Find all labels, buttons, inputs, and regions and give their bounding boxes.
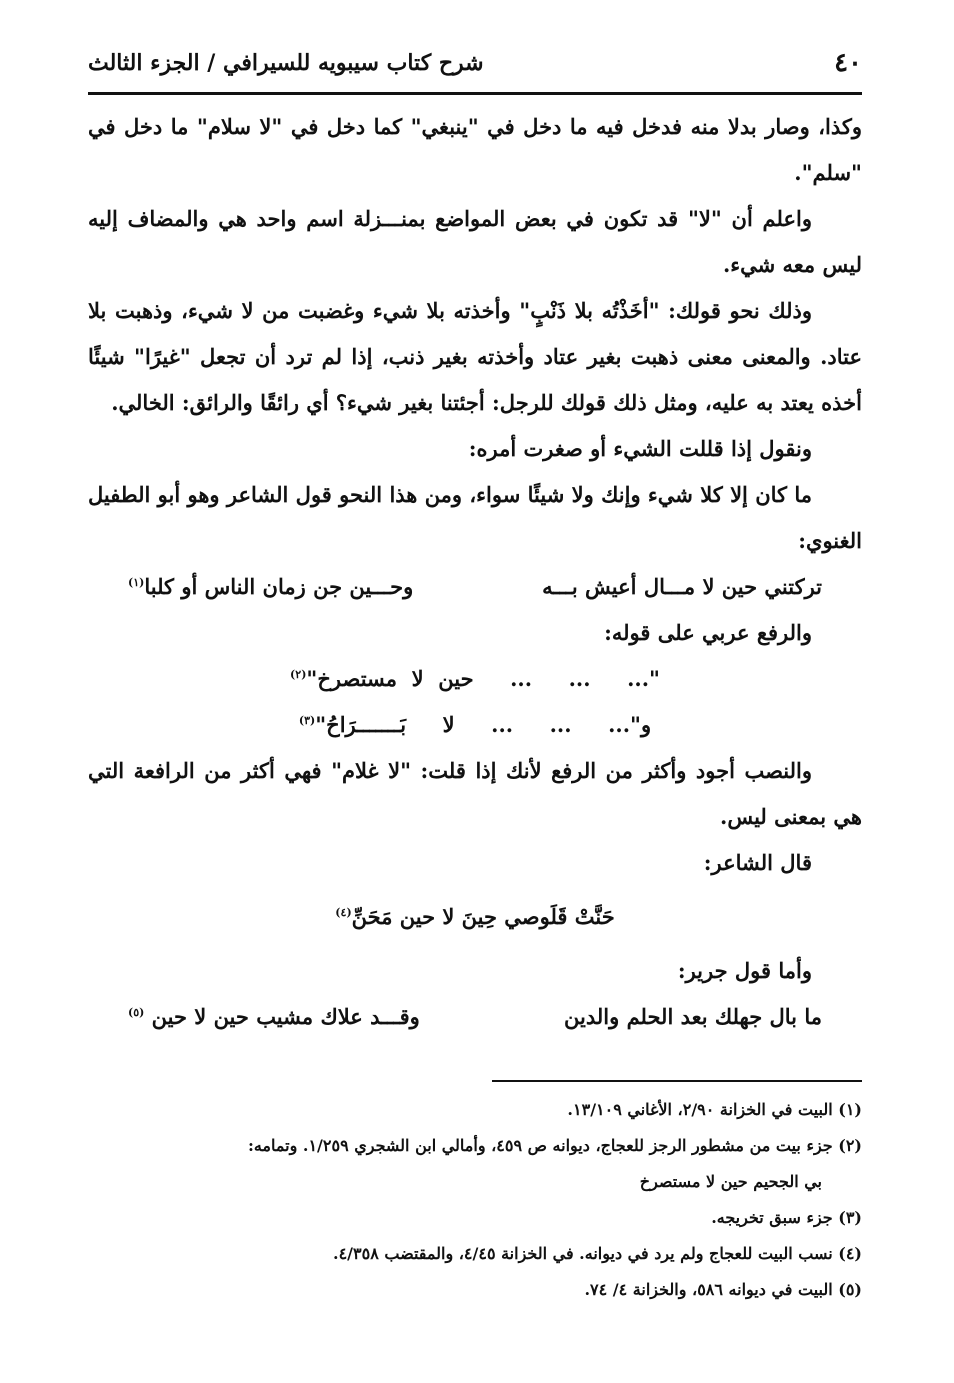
footnote-ref-2: (٢) — [290, 668, 307, 681]
verse-3-second-hemistich — [128, 994, 420, 1040]
paragraph-8: قال الشاعر: — [703, 850, 812, 875]
paragraph-2: واعلم أن "لا" قد تكون في بعض المواضع بمنـــزلة اسم واحد هي والمضاف إليه ليس معه شيء. — [88, 206, 862, 277]
page-number: ٤٠ — [834, 48, 862, 78]
page-header — [88, 44, 862, 95]
paragraph-1: وكذا، وصار بدلا منه فدخل فيه ما دخل في "ينبغي" كما دخل في "لا سلام" ما دخل في "سلم". — [88, 114, 862, 185]
footnote-ref-1: (١) — [128, 576, 145, 589]
fragment-2 — [88, 702, 862, 748]
footnote-3: (٣) جزء سبق تخريجه. — [711, 1208, 862, 1227]
verse-3-first-hemistich: ما بال جهلك بعد الحلم والدين — [564, 1004, 822, 1029]
footnote-2-continuation — [88, 1164, 862, 1200]
verse-2-text: حَنَّتْ قَلَوصي حِينَ لا حين مَحَنِّ — [351, 904, 615, 929]
verse-3-second-hemistich-text: وقـــد علاك مشيب حين لا حين — [151, 1004, 420, 1029]
footnote-2: (٢) جزء بيت من مشطور الرجز للعجاج، ديوانه ص ٤٥٩، وأمالي ابن الشجري ١/٢٥٩. وتمامه: — [247, 1136, 862, 1155]
verse-3 — [88, 994, 862, 1040]
paragraph-7: والنصب أجود وأكثر من الرفع لأنك إذا قلت: "لا غلام" فهي أكثر من الرافعة التي هي بمعنى ليس. — [88, 758, 862, 829]
footnote-ref-4: (٤) — [335, 906, 352, 919]
footnote-4: (٤) نسب البيت للعجاج ولم يرد في ديوانه. في الخزانة ٤/٤٥، والمقتضب ٤/٣٥٨. — [333, 1244, 862, 1263]
paragraph-3: وذلك نحو قولك: "أخَذْتُه بلا ذَنْبٍ" وأخذته بلا شيء وغضبت من لا شيء، وذهبت بلا عتاد. والمعنى معنى ذهبت بغير عتاد وأخذته بغير ذنب، إذا لم ترد أن تجعل "غيرًا" شيئًا أخذه يعتد به عليه، ومثل ذلك قولك للرجل: أجئتنا بغير شيء؟ أي رائقًا والرائق: الخالي. — [88, 298, 862, 415]
footnote-2-continuation-text: بي الجحيم حين لا مستصرخ — [639, 1172, 822, 1191]
verse-1-first-hemistich: تركتني حين لا مـــال أعيش بـــه — [542, 574, 822, 599]
fragment-1-text: "... ... ... حين لا مستصرخ" — [306, 666, 660, 691]
paragraph-5: ما كان إلا كلا شيء وإنك ولا شيئًا سواء، ومن هذا النحو قول الشاعر وهو أبو الطفيل الغنوي: — [88, 482, 862, 553]
main-text — [88, 104, 862, 1040]
fragment-2-text: و"... ... ... لا بَـــــــرَاحُ" — [315, 712, 652, 737]
footnote-5: (٥) البيت في ديوانه ٥٨٦، والخزانة ٤/ ٧٤. — [584, 1280, 862, 1299]
verse-1-second-hemistich-text: وحـــين جن زمان الناس أو كلبا — [144, 574, 414, 599]
footnote-ref-3: (٣) — [298, 714, 316, 727]
verse-1-second-hemistich — [128, 564, 413, 610]
fragment-1 — [88, 656, 862, 702]
running-title: شرح كتاب سيبويه للسيرافي / الجزء الثالث — [88, 50, 484, 76]
verse-1 — [88, 564, 862, 610]
footnote-1: (١) البيت في الخزانة ٢/٩٠، الأغاني ١٣/١٠٩. — [567, 1100, 862, 1119]
paragraph-4: ونقول إذا قللت الشيء أو صغرت أمره: — [468, 436, 812, 461]
footnote-ref-5: (٥) — [128, 1006, 145, 1019]
footnote-divider — [492, 1080, 862, 1082]
verse-2 — [88, 894, 862, 940]
footnotes — [88, 1092, 862, 1308]
paragraph-6: والرفع عربي على قوله: — [604, 620, 812, 645]
paragraph-9: وأما قول جرير: — [677, 958, 812, 983]
